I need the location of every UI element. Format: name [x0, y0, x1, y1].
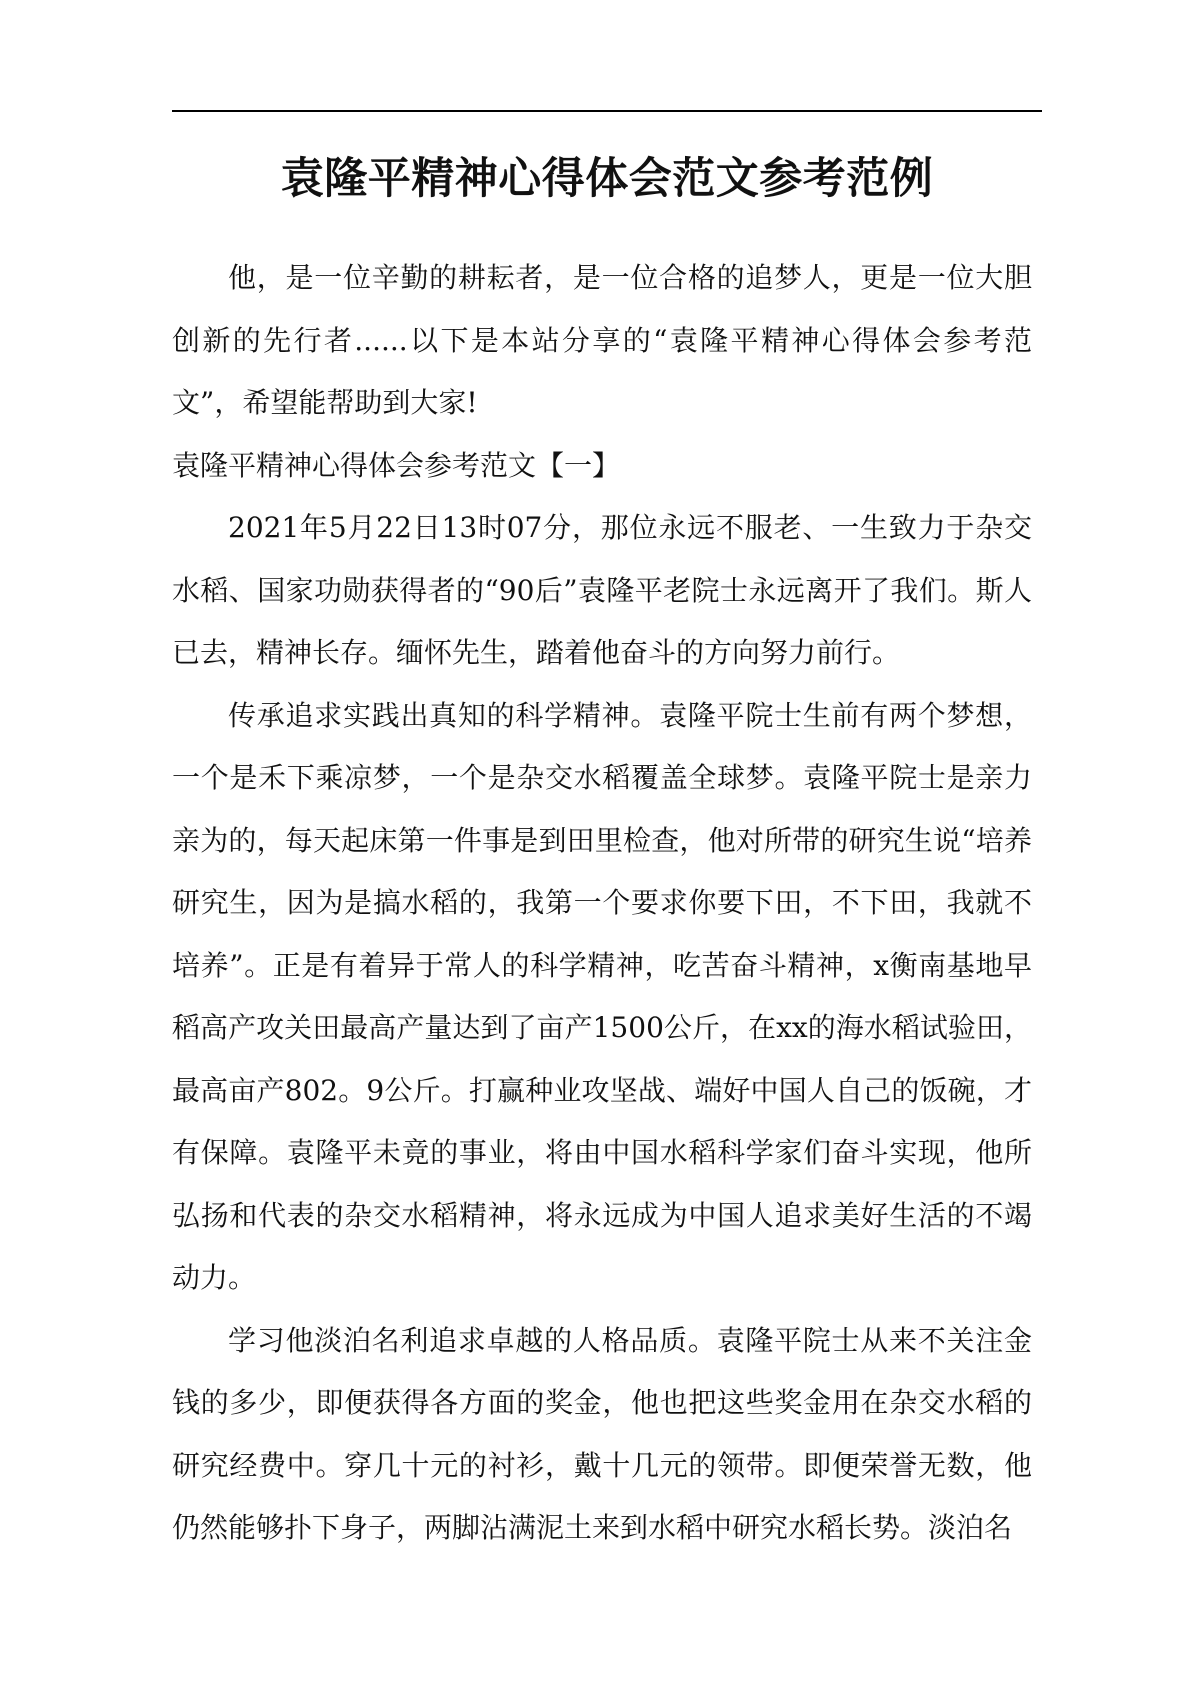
- body-paragraph: 学习他淡泊名利追求卓越的人格品质。袁隆平院士从来不关注金钱的多少，即便获得各方面的奖金，他也把这些奖金用在杂交水稻的研究经费中。穿几十元的衬衫，戴十几元的领带。即便荣誉无数，他仍然能够扑下身子，两脚沾满泥土来到水稻中研究水稻长势。淡泊名: [172, 1323, 1032, 1544]
- intro-paragraph: 他，是一位辛勤的耕耘者，是一位合格的追梦人，更是一位大胆创新的先行者......以下是本站分享的“袁隆平精神心得体会参考范文”，希望能帮助到大家!: [172, 261, 1032, 419]
- header-rule: [172, 110, 1042, 112]
- document-title: 袁隆平精神心得体会范文参考范例: [280, 153, 934, 204]
- document-body: [172, 247, 1032, 1560]
- body-paragraph: 2021年5月22日13时07分，那位永远不服老、一生致力于杂交水稻、国家功勋获得者的“90后”袁隆平老院士永远离开了我们。斯人已去，精神长存。缅怀先生，踏着他奋斗的方向努力前行。: [172, 511, 1032, 669]
- section-heading: 袁隆平精神心得体会参考范文【一】: [172, 448, 621, 482]
- body-paragraph: 传承追求实践出真知的科学精神。袁隆平院士生前有两个梦想，一个是禾下乘凉梦，一个是杂交水稻覆盖全球梦。袁隆平院士是亲力亲为的，每天起床第一件事是到田里检查，他对所带的研究生说“培养研究生，因为是搞水稻的，我第一个要求你要下田，不下田，我就不培养”。正是有着异于常人的科学精神，吃苦奋斗精神，x衡南基地早稻高产攻关田最高产量达到了亩产1500公斤，在xx的海水稻试验田，最高亩产802。9公斤。打赢种业攻坚战、端好中国人自己的饭碗，才有保障。袁隆平未竟的事业，将由中国水稻科学家们奋斗实现，他所弘扬和代表的杂交水稻精神，将永远成为中国人追求美好生活的不竭动力。: [172, 698, 1032, 1294]
